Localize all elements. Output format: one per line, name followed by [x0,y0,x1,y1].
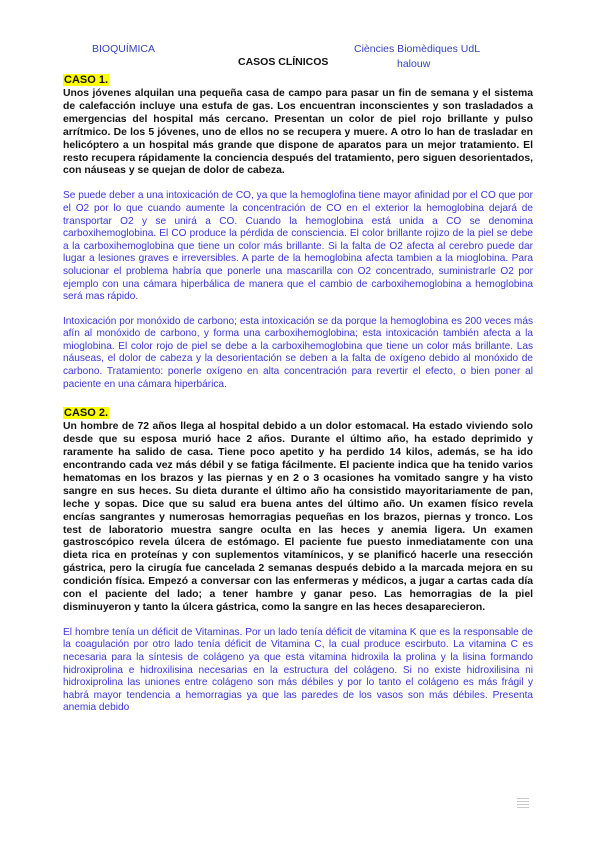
case-1-statement: Unos jóvenes alquilan una pequeña casa de campo para pasar un fin de semana y el sistema de calefacción incluye una estufa de gas. Los encuentran inconscientes y son trasladados a emergencias del hospital más cercano. Presentan un color de piel rojo brillante y pulso arrítmico. De los 5 jóvenes, uno de ellos no se recupera y muere. A otro lo han de trasladar en helicóptero a un hospital más grande que dispone de aparatos para un mejor tratamiento. El resto recupera rápidamente la conciencia después del tratamiento, pero siguen desorientados, con náuseas y se quejan de dolor de cabeza. [63,88,533,177]
header-institution: Ciències Biomèdiques UdL [354,43,481,55]
case-1-answer-2: Intoxicación por monóxido de carbono; esta intoxicación se da porque la hemoglobina es 200 veces más afín al monóxido de carbono, y forma una carboxihemoglobina; esta intoxicación también afecta a la mioglobina. El color rojo de piel se debe a la carboxihemoglobina que tiene un color más brillante. Las náuseas, el dolor de cabeza y la desorientación se deben a la falta de oxígeno debido al monóxido de carbono. Tratamiento: ponerle oxígeno en alta concentración para revertir el efecto, o bien poner al paciente en una cámara hiperbárica. [63,315,533,390]
case-1-answer-1: Se puede deber a una intoxicación de CO, ya que la hemoglofina tiene mayor afinidad por el CO que por el O2 por lo que cuando aumente la concentración de CO en el exterior la hemoglobina dejará de transportar O2 y se unirá a CO. Cuando la hemoglobina está unida a CO se denomina carboxihemoglobina. El CO produce la pérdida de consciencia. El color brillante rojizo de la piel se debe a la carboxihemoglobina que tiene un color más brillante. Si la falta de O2 afecta al cerebro puede dar lugar a lesiones graves e irreversibles. A parte de la hemoglobina afecta tambien a la mioglobina. Para solucionar el problema habría que ponerle una mascarilla con O2 concentrado, suministrarle O2 por ejemplo con una cámara hiperbálica de manera que el cambio de carboxihemoglobina a hemoglobina será mas rápido. [63,190,533,303]
page-title: CASOS CLÍNICOS [238,56,329,68]
case-1-heading: CASO 1. [64,74,109,86]
header-subject: BIOQUÍMICA [92,43,156,55]
header-author: halouw [397,58,431,70]
case-2-statement: Un hombre de 72 años llega al hospital debido a un dolor estomacal. Ha estado viviendo solo desde que su esposa murió hace 2 años. Durante el último año, ha estado deprimido y raramente ha salido de casa. Tiene poco apetito y ha perdido 14 kilos, además, se ha ido encontrando cada vez más débil y se fatiga fácilmente. El paciente indica que ha tenido varios hematomas en los brazos y las piernas y en 2 o 3 ocasiones ha vomitado sangre y ha visto sangre en sus heces. Su dieta durante el último año ha consistido mayoritariamente de pan, leche y sopas. Dice que su salud era buena antes del último año. Un examen físico revela encías sangrantes y numerosas hemorragias pequeñas en los brazos, piernas y tronco. Los test de laboratorio muestra sangre oculta en las heces y anemia ligera. Un examen gastroscópico revela úlcera de estómago. El paciente fue puesto inmediatamente con una dieta rica en proteínas y con suplementos vitamínicos, y se planificó hacerle una resección gástrica, pero la cirugía fue cancelada 2 semanas después debido a la marcada mejora en su condición física. Empezó a conversar con las enfermeras y médicos, a jugar a cartas cada día con el paciente del lado; a tener hambre y ganar peso. Las hemorragias de la piel disminuyeron y tanto la úlcera gástrica, como la sangre en las heces desaparecieron. [63,421,533,613]
case-2-answer-1: El hombre tenía un déficit de Vitaminas. Por un lado tenía déficit de vitamina K que es la responsable de la coagulación por otro lado tenía déficit de Vitamina C, la cual produce escirbuto. La vitamina C es necesaria para la síntesis de colágeno ya que esta vitamina hidroxila la prolina y la lisina formando hidroxiprolina e hidroxilisina necesarias en la estructura del colágeno. Si no existe hidroxilisina ni hidroxiprolina las uniones entre colágeno son más débiles y por lo tanto el colágeno es más frágil y habrá mayor tendencia a hemorragias ya que las paredes de los vasos son más débiles. Presenta anemia debido [63,626,533,714]
footer-mark [517,798,529,810]
document-body [63,70,533,715]
case-2-heading: CASO 2. [64,407,109,420]
